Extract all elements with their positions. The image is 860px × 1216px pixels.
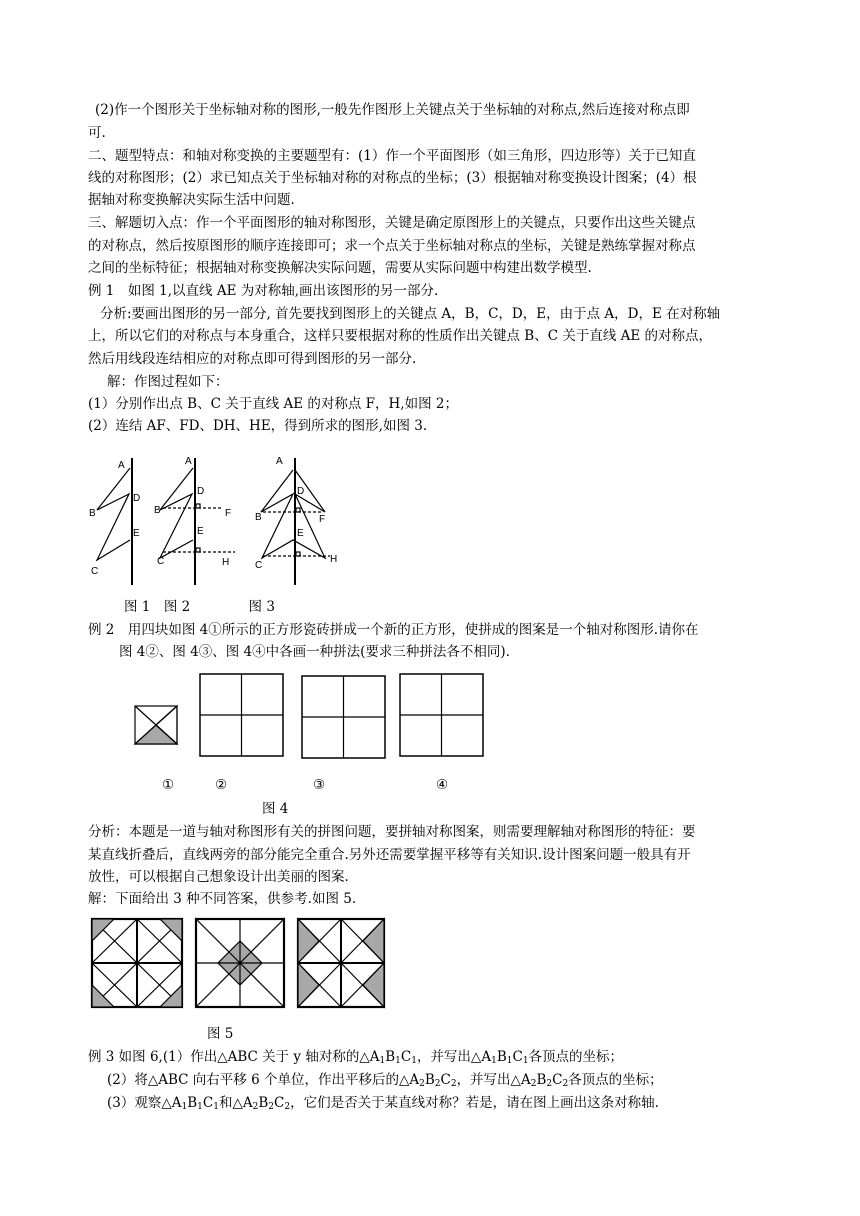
figure-5 <box>88 915 388 1015</box>
label-e: E <box>197 526 204 537</box>
text-line: 放性，可以根据自己想象设计出美丽的图案. <box>88 869 349 885</box>
label-a: A <box>185 456 192 467</box>
label-d: D <box>133 493 141 504</box>
text-line: 的对称点，然后按原图形的顺序连接即可；求一个点关于坐标轴对称点的坐标，关键是熟练掌握对称点 <box>88 238 696 254</box>
label-c: C <box>255 560 263 571</box>
label-h: H <box>330 554 338 565</box>
text-line: 三、解题切入点：作一个平面图形的轴对称图形，关键是确定原图形上的关键点，只要作出这些关键点 <box>88 215 696 231</box>
label-e: E <box>133 528 140 539</box>
text-line: 解：下面给出 3 种不同答案，供参考.如图 5. <box>88 891 357 907</box>
marker-1: ① <box>162 777 175 793</box>
example-3-line-1: 例 3 如图 6,(1）作出△ABC 关于 y 轴对称的$\triangle A_1B_1C_1$，并写出$\triangle A_1B_1C_1$各顶点的坐标； <box>88 1049 624 1066</box>
example-2-title: 例 2 用四块如图 4①所示的正方形瓷砖拼成一个新的正方形，使拼成的图案是一个轴对称图形.请你在 <box>88 622 699 638</box>
label-d: D <box>297 486 305 497</box>
label-c: C <box>157 556 165 567</box>
marker-4: ④ <box>436 777 449 793</box>
marker-3: ③ <box>313 777 326 793</box>
marker-2: ② <box>215 777 228 793</box>
figure-caption-5: 图 5 <box>207 1026 234 1042</box>
text-line: 某直线折叠后，直线两旁的部分能完全重合.另外还需要掌握平移等有关知识.设计图案问题一般具有开 <box>88 847 691 863</box>
label-d: D <box>197 486 205 497</box>
example-1-title: 例 1 如图 1,以直线 AE 为对称轴,画出该图形的另一部分. <box>88 283 439 299</box>
text-line: 图 4②、图 4③、图 4④中各画一种拼法(要求三种拼法各不相同). <box>119 644 510 660</box>
figure-1-2-3 <box>85 450 355 590</box>
text-line: 解：作图过程如下： <box>107 374 229 390</box>
text-line: 可. <box>88 125 106 141</box>
text-line: 分析：本题是一道与轴对称图形有关的拼图问题，要拼轴对称图案，则需要理解轴对称图形的特征：要 <box>88 824 696 840</box>
text-line: 之间的坐标特征；根据轴对称变换解决实际问题，需要从实际问题中构建出数学模型. <box>88 260 592 276</box>
figure-caption-1-2-3: 图 1 图 2 图 3 <box>124 599 275 615</box>
text-line: (1）分别作出点 B、C 关于直线 AE 的对称点 F，H,如图 2； <box>88 396 458 412</box>
label-b: B <box>255 512 262 523</box>
text-line: 上，所以它们的对称点与本身重合，这样只要根据对称的性质作出关键点 B、C 关于直线 AE 的对称点， <box>88 328 713 344</box>
label-c: C <box>91 566 99 577</box>
text-line: 线的对称图形；(2）求已知点关于坐标轴对称的对称点的坐标；(3）根据轴对称变换设计图案；(4）根 <box>88 170 697 186</box>
text-line: 分析:要画出图形的另一部分, 首先要找到图形上的关键点 A，B，C，D，E，由于点 A，D，E 在对称轴 <box>100 306 721 322</box>
example-3-line-3: (3）观察$\triangle A_1B_1C_1$和$\triangle A_2B_2C_2$，它们是否关于某直线对称？若是，请在图上画出这条对称轴. <box>107 1095 659 1112</box>
label-f: F <box>319 514 326 525</box>
text-line: 据轴对称变换解决实际生活中问题. <box>88 192 295 208</box>
text-line: 然后用线段连结相应的对称点即可得到图形的另一部分. <box>88 351 417 367</box>
example-3-line-2: (2）将△ABC 向右平移 6 个单位，作出平移后的$\triangle A_2B_2C_2$，并写出$\triangle A_2B_2C_2$各顶点的坐标； <box>107 1072 663 1089</box>
label-b: B <box>154 505 161 516</box>
label-h: H <box>222 557 230 568</box>
text-line: (2)作一个图形关于坐标轴对称的图形,一般先作图形上关键点关于坐标轴的对称点,然后连接对称点即 <box>95 102 690 118</box>
label-a: A <box>118 460 125 471</box>
label-a: A <box>276 456 283 467</box>
figure-4 <box>130 668 490 768</box>
text-line: (2）连结 AF、FD、DH、HE，得到所求的图形,如图 3. <box>88 418 428 434</box>
label-b: B <box>89 508 96 519</box>
label-f: F <box>225 508 232 519</box>
text-line: 二、题型特点：和轴对称变换的主要题型有：(1）作一个平面图形（如三角形，四边形等）关于已知直 <box>88 148 696 164</box>
label-e: E <box>297 528 304 539</box>
figure-caption-4: 图 4 <box>262 801 289 817</box>
